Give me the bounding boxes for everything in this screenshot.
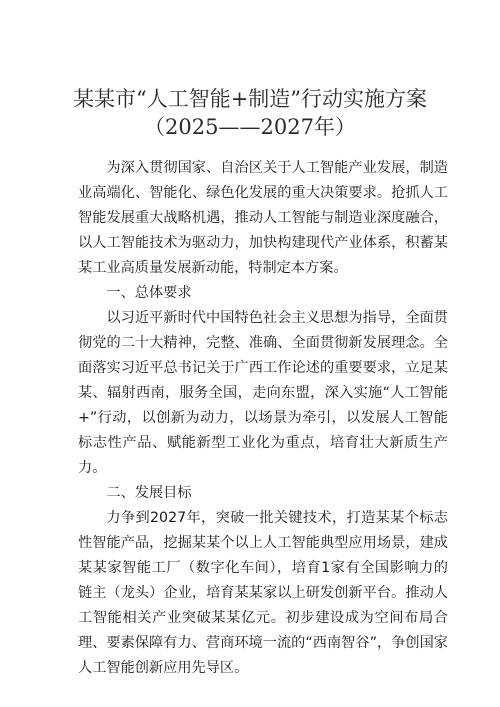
document-body [78,156,448,681]
document-subtitle-period: （2025——2027年） [144,115,356,139]
development-goals-paragraph: 力争到2027年，突破一批关键技术，打造某某个标志性智能产品，挖掘某某个以上人工智能典型应用场景，建成某某家智能工厂（数字化车间），培育1家有全国影响力的链主（龙头）企业，培育某某家以上研发创新平台。推动人工智能相关产业突破某某亿元。初步建设成为空间布局合理、要素保障有力、营商环境一流的“西南智谷”，争创国家人工智能创新应用先导区。 [78,510,448,676]
section-heading-development-goals: 二、发展目标 [106,485,192,501]
general-requirements-paragraph: 以习近平新时代中国特色社会主义思想为指导，全面贯彻党的二十大精神，完整、准确、全面贯彻新发展理念。全面落实习近平总书记关于广西工作论述的重要要求，立足某某、辐射西南，服务全国，走向东盟，深入实施“人工智能+”行动，以创新为动力，以场景为牵引，以发展人工智能标志性产品、赋能新型工业化为重点，培育壮大新质生产力。 [78,310,448,476]
intro-paragraph: 为深入贯彻国家、自治区关于人工智能产业发展，制造业高端化、智能化、绿色化发展的重大决策要求。抢抓人工智能发展重大战略机遇，推动人工智能与制造业深度融合，以人工智能技术为驱动力，加快构建现代产业体系，积蓄某某工业高质量发展新动能，特制定本方案。 [78,160,448,276]
section-heading-general-requirements: 一、总体要求 [106,285,192,301]
document-title: 某某市“人工智能+制造”行动实施方案 [72,87,428,111]
